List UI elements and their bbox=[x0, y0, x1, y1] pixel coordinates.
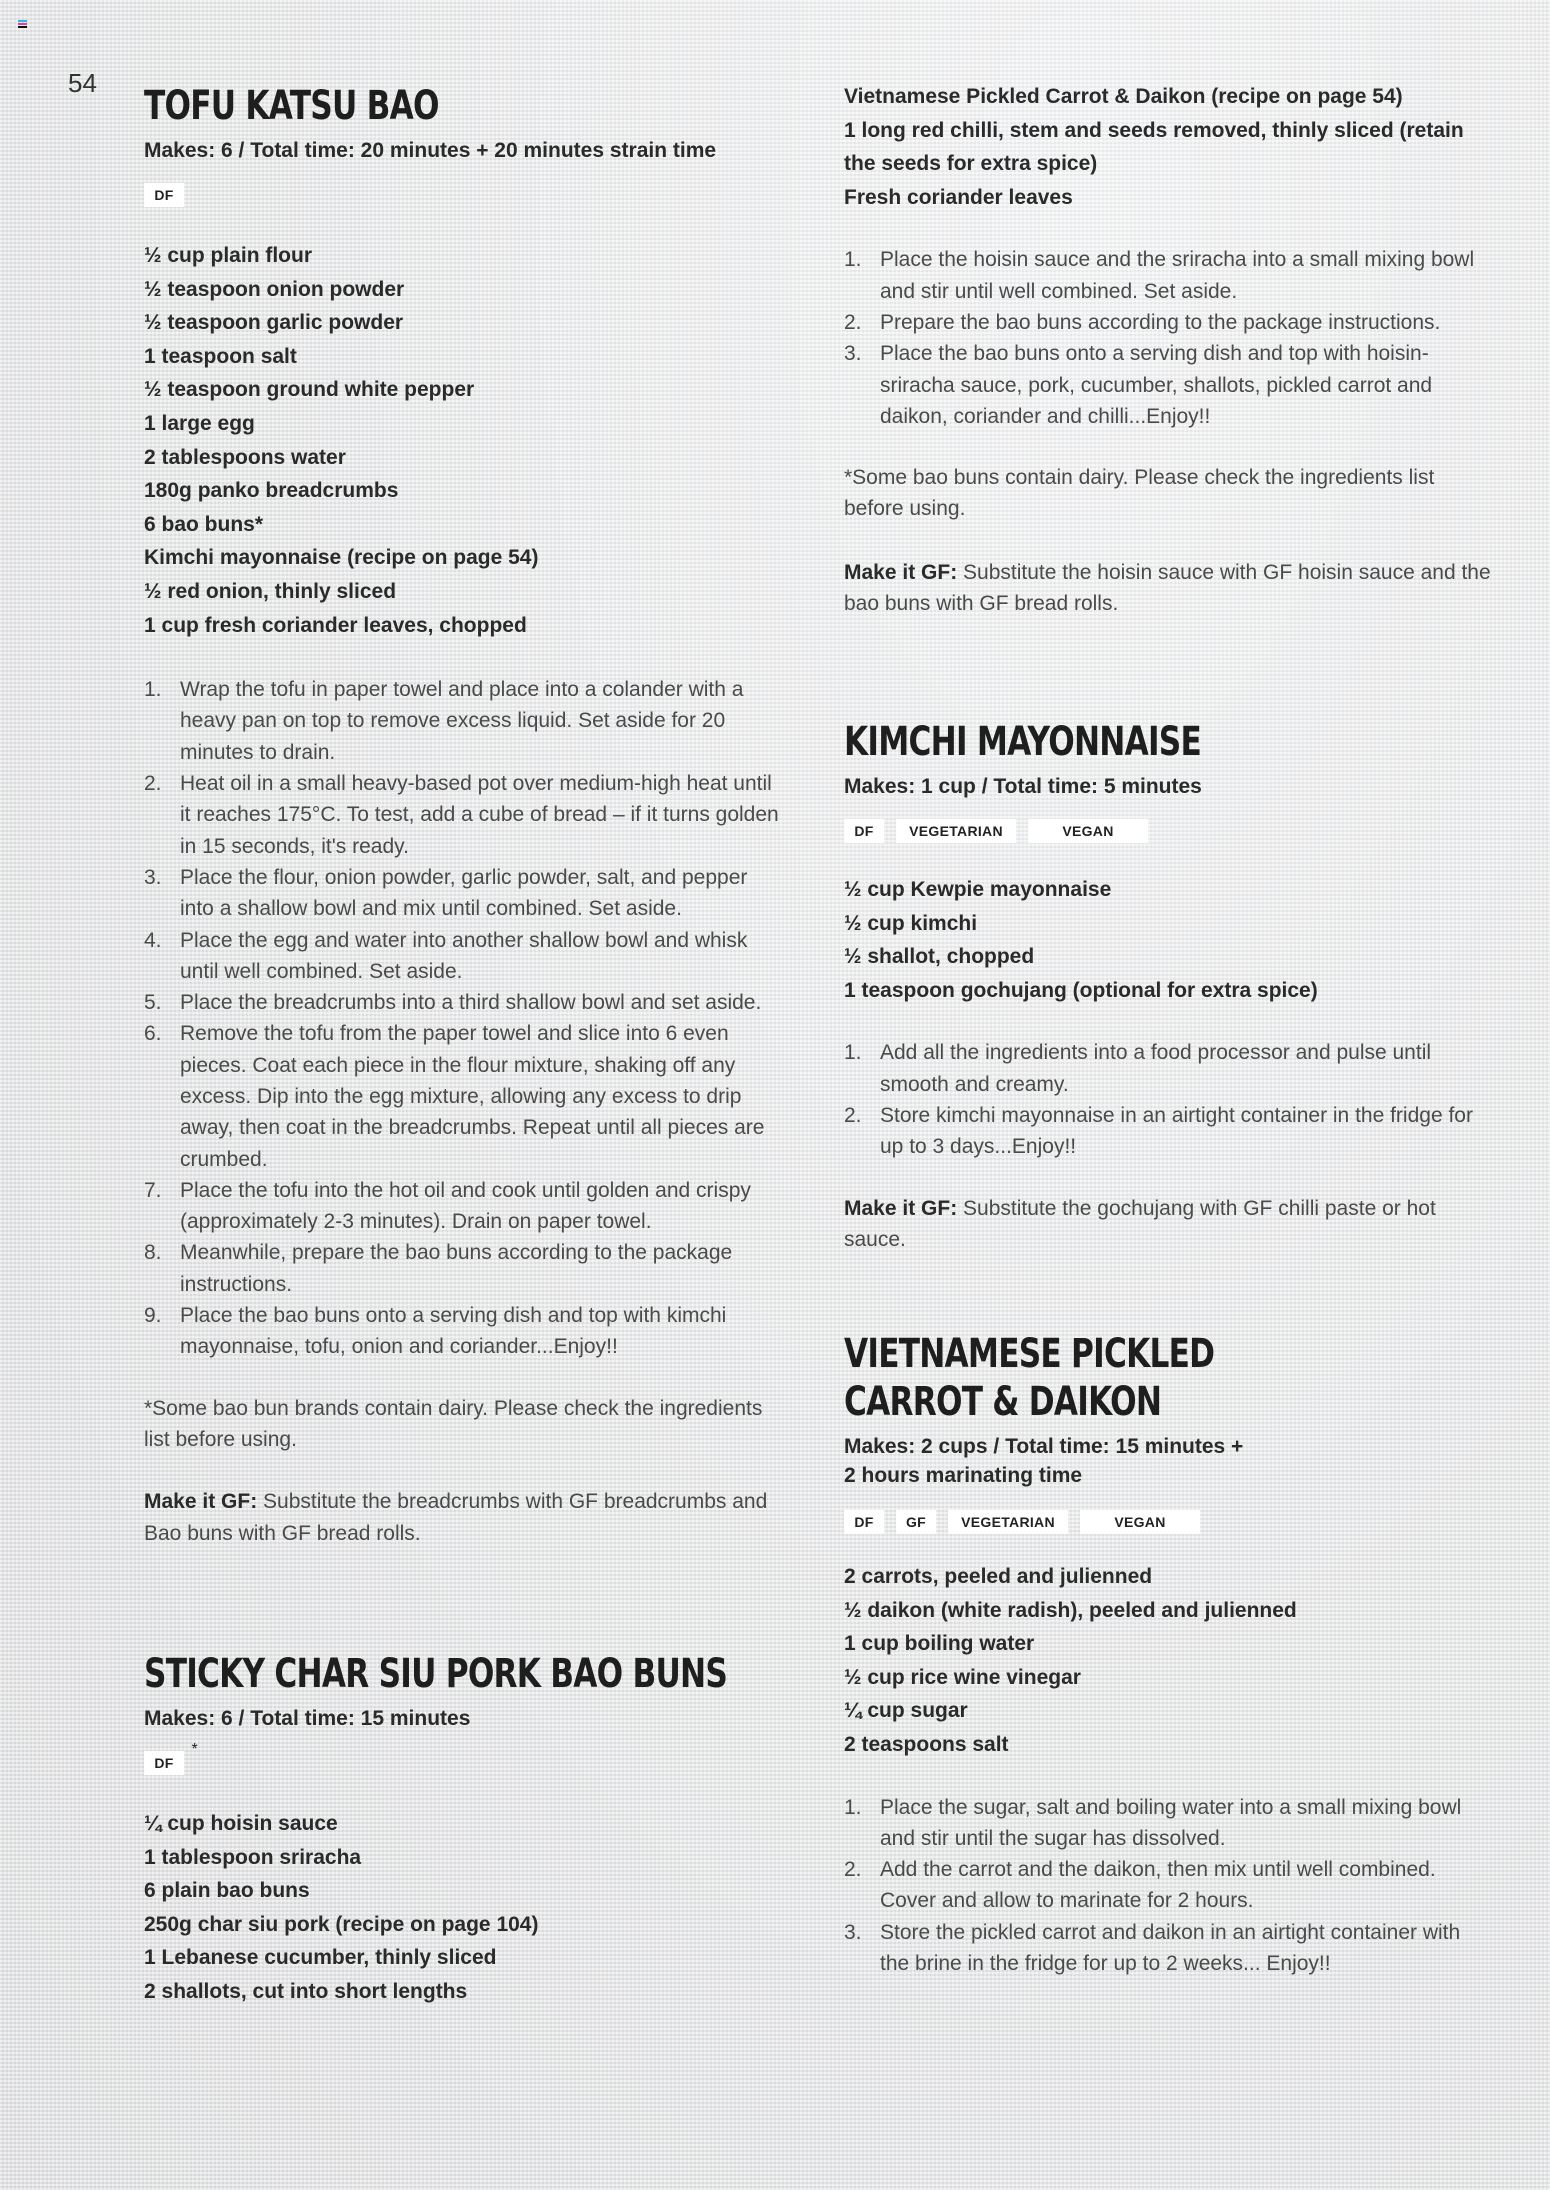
ingredient-item: ¼ cup hoisin sauce bbox=[144, 1812, 338, 1835]
ingredient-item: 1 long red chilli, stem and seeds removed, thinly sliced (retain the seeds for extra spice) bbox=[844, 118, 1464, 176]
recipe-tofu-katsu-bao bbox=[144, 82, 784, 1549]
gf-label: Make it GF: bbox=[144, 1490, 258, 1514]
ingredient-item: Vietnamese Pickled Carrot & Daikon (recipe on page 54) bbox=[844, 85, 1403, 108]
gf-text: Substitute the breadcrumbs with GF breadcrumbs and Bao buns with GF bread rolls. bbox=[144, 1490, 768, 1545]
gf-text: Substitute the hoisin sauce with GF hoisin sauce and the bao buns with GF bread rolls. bbox=[844, 560, 1491, 616]
method-step: 1. Add all the ingredients into a food processor and pulse until smooth and creamy. bbox=[844, 1041, 1432, 1096]
ingredient-item: ½ teaspoon ground white pepper bbox=[144, 378, 475, 402]
ingredient-item: ½ teaspoon onion powder bbox=[144, 277, 405, 301]
recipe-meta: Makes: 6 / Total time: 15 minutes bbox=[144, 1707, 471, 1730]
method-steps bbox=[844, 1037, 1494, 1162]
ingredient-item: 1 cup fresh coriander leaves, chopped bbox=[144, 613, 527, 637]
method-step: 6. Remove the tofu from the paper towel and slice into 6 even pieces. Coat each piece in the flour mixture, shaking off any excess. Dip into the egg mixture, allowing any excess to drip away, then coat in the breadcrumbs. Repeat until all pieces are crumbed. bbox=[144, 1022, 765, 1171]
make-it-gf-note bbox=[844, 1193, 1494, 1256]
badge-vegan: VEGAN bbox=[1080, 1510, 1200, 1534]
method-steps bbox=[844, 1792, 1494, 1980]
ingredient-item: ¼ cup sugar bbox=[844, 1699, 968, 1723]
recipe-title: TOFU KATSU BAO bbox=[144, 83, 439, 129]
method-step: 8. Meanwhile, prepare the bao buns according to the package instructions. bbox=[144, 1241, 733, 1296]
ingredient-item: ½ teaspoon garlic powder bbox=[144, 311, 404, 335]
gf-label: Make it GF: bbox=[844, 560, 958, 584]
method-step: 3. Store the pickled carrot and daikon in an airtight container with the brine in the fridge for up to 2 weeks... Enjoy!! bbox=[844, 1920, 1461, 1976]
recipe-sticky-char-siu-pork-bao-buns bbox=[144, 1650, 844, 2009]
method-steps bbox=[844, 244, 1494, 432]
footnote: *Some bao buns contain dairy. Please check the ingredients list before using. bbox=[844, 466, 1435, 521]
recipe-title: VIETNAMESE PICKLED CARROT & DAIKON bbox=[844, 1331, 1215, 1425]
ingredient-item: ½ red onion, thinly sliced bbox=[144, 579, 397, 603]
ingredient-item: ½ cup kimchi bbox=[844, 911, 978, 935]
print-registration-mark-icon bbox=[18, 20, 27, 29]
ingredient-list bbox=[844, 873, 1494, 1007]
badge-df: DF * bbox=[144, 1751, 184, 1775]
badge-vegetarian: VEGETARIAN bbox=[896, 819, 1016, 843]
method-step: 5. Place the breadcrumbs into a third shallow bowl and set aside. bbox=[144, 991, 762, 1015]
ingredient-list bbox=[844, 1560, 1494, 1762]
page-number: 54 bbox=[68, 68, 97, 98]
asterisk-note-icon: * bbox=[191, 1741, 198, 1758]
ingredient-item: 6 bao buns* bbox=[144, 512, 264, 536]
ingredient-list bbox=[144, 1807, 844, 2009]
diet-badges bbox=[844, 819, 1494, 845]
ingredient-item: 2 teaspoons salt bbox=[844, 1732, 1009, 1756]
recipe-title: KIMCHI MAYONNAISE bbox=[844, 719, 1202, 765]
ingredient-item: 1 teaspoon gochujang (optional for extra spice) bbox=[844, 978, 1318, 1002]
badge-df: DF bbox=[844, 819, 884, 843]
method-step: 2. Heat oil in a small heavy-based pot over medium-high heat until it reaches 175°C. To test, add a cube of bread – if it turns golden in 15 seconds, it's ready. bbox=[144, 772, 779, 858]
method-steps bbox=[144, 674, 784, 1363]
ingredient-item: 2 carrots, peeled and julienned bbox=[844, 1565, 1153, 1588]
method-step: 1. Place the hoisin sauce and the sriracha into a small mixing bowl and stir until well combined. Set aside. bbox=[844, 248, 1475, 303]
recipe-meta: Makes: 6 / Total time: 20 minutes + 20 minutes strain time bbox=[144, 139, 717, 162]
ingredient-item: Fresh coriander leaves bbox=[844, 185, 1073, 209]
diet-badges bbox=[144, 1741, 844, 1777]
method-step: 3. Place the flour, onion powder, garlic powder, salt, and pepper into a shallow bowl and mix until combined. Set aside. bbox=[144, 865, 748, 921]
badge-gf: GF bbox=[896, 1510, 936, 1534]
badge-df: DF bbox=[144, 183, 184, 207]
ingredient-item: ½ shallot, chopped bbox=[844, 945, 1035, 969]
ingredient-item: 6 plain bao buns bbox=[144, 1879, 310, 1903]
recipe-meta: Makes: 1 cup / Total time: 5 minutes bbox=[844, 775, 1202, 798]
method-step: 2. Prepare the bao buns according to the package instructions. bbox=[844, 310, 1441, 334]
diet-badges bbox=[144, 183, 784, 209]
ingredient-list bbox=[844, 80, 1494, 214]
ingredient-item: ½ cup plain flour bbox=[144, 244, 313, 267]
recipe-kimchi-mayonnaise bbox=[844, 718, 1494, 1255]
ingredient-item: 250g char siu pork (recipe on page 104) bbox=[144, 1912, 539, 1936]
ingredient-item: ½ cup Kewpie mayonnaise bbox=[844, 878, 1112, 901]
gf-text: Substitute the gochujang with GF chilli paste or hot sauce. bbox=[844, 1196, 1436, 1251]
ingredient-list bbox=[144, 239, 784, 642]
method-step: 9. Place the bao buns onto a serving dish and top with kimchi mayonnaise, tofu, onion and coriander...Enjoy!! bbox=[144, 1304, 727, 1359]
make-it-gf-note bbox=[844, 557, 1494, 620]
ingredient-item: 2 shallots, cut into short lengths bbox=[144, 1979, 468, 2003]
method-step: 1. Place the sugar, salt and boiling water into a small mixing bowl and stir until the sugar has dissolved. bbox=[844, 1795, 1462, 1850]
recipe-meta: Makes: 2 cups / Total time: 15 minutes + 2 hours marinating time bbox=[844, 1435, 1244, 1487]
badge-vegan: VEGAN bbox=[1028, 819, 1148, 843]
ingredient-item: 1 teaspoon salt bbox=[144, 344, 297, 368]
method-step: 7. Place the tofu into the hot oil and cook until golden and crispy (approximately 2-3 minutes). Drain on paper towel. bbox=[144, 1178, 751, 1234]
ingredient-item: Kimchi mayonnaise (recipe on page 54) bbox=[144, 546, 539, 570]
method-step: 2. Add the carrot and the daikon, then mix until well combined. Cover and allow to marinate for 2 hours. bbox=[844, 1858, 1436, 1913]
badge-vegetarian: VEGETARIAN bbox=[948, 1510, 1068, 1534]
ingredient-item: ½ daikon (white radish), peeled and julienned bbox=[844, 1598, 1297, 1622]
ingredient-item: 1 cup boiling water bbox=[844, 1632, 1035, 1656]
recipe-vietnamese-pickled-carrot-daikon bbox=[844, 1330, 1494, 1979]
ingredient-item: 1 large egg bbox=[144, 411, 255, 435]
make-it-gf-note bbox=[144, 1486, 784, 1549]
ingredient-item: ½ cup rice wine vinegar bbox=[844, 1665, 1081, 1689]
method-step: 1. Wrap the tofu in paper towel and place into a colander with a heavy pan on top to remove excess liquid. Set aside for 20 minutes to drain. bbox=[144, 678, 744, 764]
gf-label: Make it GF: bbox=[844, 1196, 958, 1220]
method-step: 3. Place the bao buns onto a serving dish and top with hoisin-sriracha sauce, pork, cucumber, shallots, pickled carrot and daikon, coriander and chilli...Enjoy!! bbox=[844, 342, 1433, 428]
ingredient-item: 2 tablespoons water bbox=[144, 445, 346, 469]
ingredient-item: 1 tablespoon sriracha bbox=[144, 1845, 362, 1869]
recipe-title: STICKY CHAR SIU PORK BAO BUNS bbox=[144, 1651, 728, 1697]
method-step: 2. Store kimchi mayonnaise in an airtight container in the fridge for up to 3 days...Enjoy!! bbox=[844, 1103, 1473, 1159]
badge-df: DF bbox=[844, 1510, 884, 1534]
recipe-char-siu-continued bbox=[844, 80, 1494, 619]
diet-badges bbox=[844, 1510, 1494, 1536]
method-step: 4. Place the egg and water into another shallow bowl and whisk until well combined. Set aside. bbox=[144, 928, 748, 983]
footnote: *Some bao bun brands contain dairy. Please check the ingredients list before using. bbox=[144, 1396, 763, 1451]
ingredient-item: 1 Lebanese cucumber, thinly sliced bbox=[144, 1946, 497, 1970]
ingredient-item: 180g panko breadcrumbs bbox=[144, 479, 399, 503]
